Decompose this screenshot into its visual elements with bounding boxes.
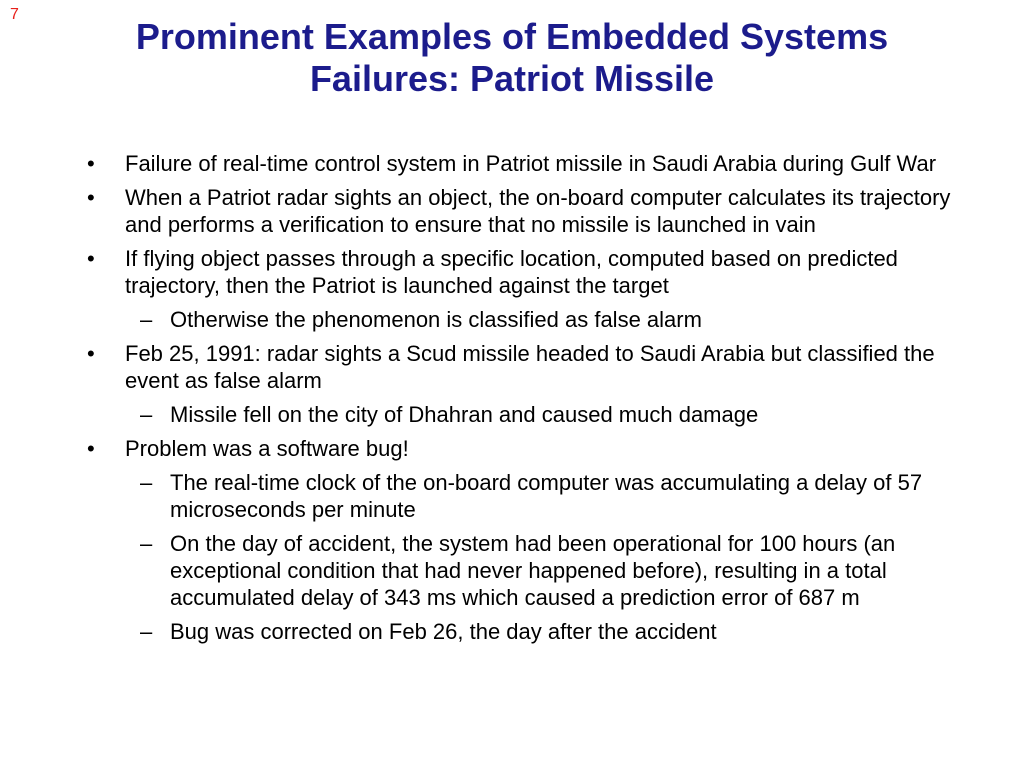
dash-mark: – bbox=[140, 402, 153, 427]
sub-bullet-list bbox=[125, 469, 985, 645]
dash-mark: – bbox=[140, 619, 153, 644]
bullet-text: Problem was a software bug! bbox=[125, 436, 409, 461]
bullet-text: Feb 25, 1991: radar sights a Scud missile headed to Saudi Arabia but classified the event as false alarm bbox=[125, 341, 935, 393]
bullet-mark: • bbox=[87, 185, 95, 210]
slide-number: 7 bbox=[10, 6, 19, 23]
sub-bullet-item bbox=[125, 618, 985, 645]
slide-title-line-1: Prominent Examples of Embedded Systems bbox=[135, 16, 889, 57]
sub-bullet-text: On the day of accident, the system had been operational for 100 hours (an exceptional condition that had never happened before), resulting in a total accumulated delay of 343 ms which caused a prediction error of 687 m bbox=[170, 531, 896, 610]
sub-bullet-list bbox=[125, 306, 985, 333]
sub-bullet-item bbox=[125, 469, 985, 523]
bullet-mark: • bbox=[87, 151, 95, 176]
sub-bullet-text: Bug was corrected on Feb 26, the day after the accident bbox=[170, 619, 717, 644]
dash-mark: – bbox=[140, 470, 153, 495]
dash-mark: – bbox=[140, 307, 153, 332]
bullet-text: Failure of real-time control system in Patriot missile in Saudi Arabia during Gulf War bbox=[125, 151, 937, 176]
sub-bullet-list bbox=[125, 401, 985, 428]
bullet-mark: • bbox=[87, 246, 95, 271]
slide-title bbox=[60, 16, 964, 100]
slide-body bbox=[80, 150, 985, 652]
bullet-list bbox=[80, 150, 985, 645]
sub-bullet-item bbox=[125, 530, 985, 611]
bullet-item bbox=[80, 245, 985, 333]
sub-bullet-text: The real-time clock of the on-board computer was accumulating a delay of 57 microseconds per minute bbox=[170, 470, 923, 522]
sub-bullet-item bbox=[125, 401, 985, 428]
sub-bullet-text: Missile fell on the city of Dhahran and caused much damage bbox=[170, 402, 759, 427]
bullet-mark: • bbox=[87, 436, 95, 461]
bullet-text: If flying object passes through a specific location, computed based on predicted trajectory, then the Patriot is launched against the target bbox=[125, 246, 898, 298]
bullet-item bbox=[80, 435, 985, 645]
bullet-text: When a Patriot radar sights an object, the on-board computer calculates its trajectory and performs a verification to ensure that no missile is launched in vain bbox=[125, 185, 951, 237]
bullet-mark: • bbox=[87, 341, 95, 366]
bullet-item bbox=[80, 184, 985, 238]
sub-bullet-text: Otherwise the phenomenon is classified as false alarm bbox=[170, 307, 702, 332]
dash-mark: – bbox=[140, 531, 153, 556]
bullet-item bbox=[80, 150, 985, 177]
bullet-item bbox=[80, 340, 985, 428]
sub-bullet-item bbox=[125, 306, 985, 333]
slide-title-line-2: Failures: Patriot Missile bbox=[309, 58, 715, 99]
